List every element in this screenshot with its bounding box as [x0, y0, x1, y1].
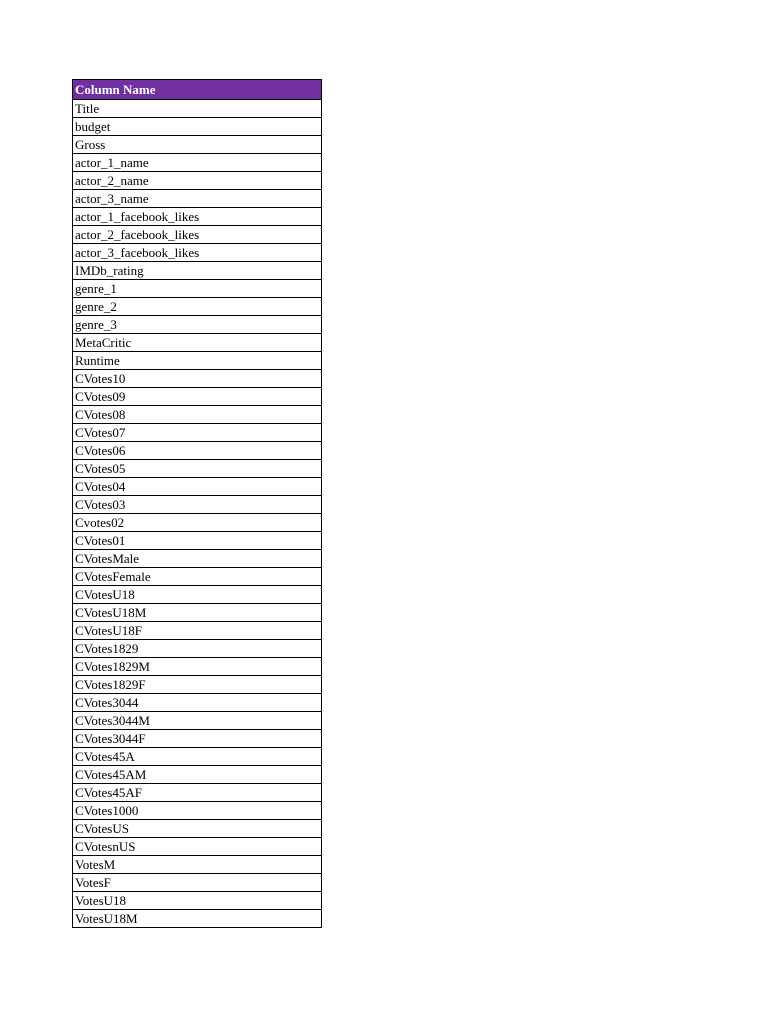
table-cell[interactable]: Gross	[73, 136, 322, 154]
table-row	[73, 388, 322, 406]
table-row	[73, 514, 322, 532]
table-cell[interactable]: CVotes10	[73, 370, 322, 388]
table-row	[73, 622, 322, 640]
table-row	[73, 730, 322, 748]
table-row	[73, 190, 322, 208]
table-cell[interactable]: CVotes08	[73, 406, 322, 424]
table-row	[73, 154, 322, 172]
table-cell[interactable]: CVotes07	[73, 424, 322, 442]
table-row	[73, 892, 322, 910]
table-cell[interactable]: CVotes45AM	[73, 766, 322, 784]
table-cell[interactable]: actor_2_name	[73, 172, 322, 190]
column-name-table	[72, 79, 322, 928]
table-cell[interactable]: CVotes45AF	[73, 784, 322, 802]
table-cell[interactable]: CVotes05	[73, 460, 322, 478]
table-row	[73, 316, 322, 334]
column-name-header: Column Name	[73, 80, 322, 100]
table-row	[73, 226, 322, 244]
table-cell[interactable]: actor_1_name	[73, 154, 322, 172]
table-header-row	[73, 80, 322, 100]
table-cell[interactable]: VotesF	[73, 874, 322, 892]
table-row	[73, 820, 322, 838]
table-cell[interactable]: CVotes1829F	[73, 676, 322, 694]
table-cell[interactable]: CVotes06	[73, 442, 322, 460]
table-cell[interactable]: budget	[73, 118, 322, 136]
table-cell[interactable]: CVotes3044M	[73, 712, 322, 730]
table-row	[73, 568, 322, 586]
table-row	[73, 334, 322, 352]
table-row	[73, 712, 322, 730]
table-row	[73, 532, 322, 550]
table-cell[interactable]: actor_3_facebook_likes	[73, 244, 322, 262]
table-row	[73, 874, 322, 892]
table-cell[interactable]: VotesU18M	[73, 910, 322, 928]
table-cell[interactable]: CVotesU18	[73, 586, 322, 604]
table-cell[interactable]: CVotes1829M	[73, 658, 322, 676]
table-cell[interactable]: actor_3_name	[73, 190, 322, 208]
table-row	[73, 262, 322, 280]
table-cell[interactable]: actor_2_facebook_likes	[73, 226, 322, 244]
table-row	[73, 208, 322, 226]
table-cell[interactable]: CVotesU18M	[73, 604, 322, 622]
table-row	[73, 676, 322, 694]
table-row	[73, 640, 322, 658]
table-row	[73, 604, 322, 622]
table-cell[interactable]: Cvotes02	[73, 514, 322, 532]
table-row	[73, 136, 322, 154]
table-cell[interactable]: Runtime	[73, 352, 322, 370]
table-row	[73, 586, 322, 604]
table-row	[73, 496, 322, 514]
table-cell[interactable]: CVotes1000	[73, 802, 322, 820]
table-cell[interactable]: CVotes3044	[73, 694, 322, 712]
table-row	[73, 244, 322, 262]
table-row	[73, 460, 322, 478]
table-row	[73, 802, 322, 820]
table-cell[interactable]: CVotesU18F	[73, 622, 322, 640]
table-row	[73, 910, 322, 928]
table-row	[73, 406, 322, 424]
table-row	[73, 100, 322, 118]
table-row	[73, 694, 322, 712]
table-cell[interactable]: CVotes01	[73, 532, 322, 550]
table-cell[interactable]: CVotes3044F	[73, 730, 322, 748]
table-cell[interactable]: CVotesFemale	[73, 568, 322, 586]
table-row	[73, 172, 322, 190]
table-row	[73, 370, 322, 388]
table-row	[73, 298, 322, 316]
table-row	[73, 352, 322, 370]
table-cell[interactable]: CVotes45A	[73, 748, 322, 766]
table-row	[73, 442, 322, 460]
table-cell[interactable]: CVotesUS	[73, 820, 322, 838]
table-cell[interactable]: VotesU18	[73, 892, 322, 910]
table-cell[interactable]: CVotes1829	[73, 640, 322, 658]
table-cell[interactable]: CVotes09	[73, 388, 322, 406]
table-cell[interactable]: VotesM	[73, 856, 322, 874]
table-cell[interactable]: genre_1	[73, 280, 322, 298]
table-row	[73, 118, 322, 136]
table-row	[73, 838, 322, 856]
table-row	[73, 280, 322, 298]
table-row	[73, 658, 322, 676]
table-cell[interactable]: IMDb_rating	[73, 262, 322, 280]
table-cell[interactable]: CVotes04	[73, 478, 322, 496]
table-row	[73, 424, 322, 442]
table-cell[interactable]: MetaCritic	[73, 334, 322, 352]
table-cell[interactable]: CVotesnUS	[73, 838, 322, 856]
table-cell[interactable]: CVotes03	[73, 496, 322, 514]
table-cell[interactable]: actor_1_facebook_likes	[73, 208, 322, 226]
table-row	[73, 550, 322, 568]
table-row	[73, 748, 322, 766]
table-row	[73, 766, 322, 784]
table-cell[interactable]: genre_3	[73, 316, 322, 334]
table-body	[73, 100, 322, 928]
table-row	[73, 478, 322, 496]
table-row	[73, 784, 322, 802]
table-cell[interactable]: CVotesMale	[73, 550, 322, 568]
table-cell[interactable]: Title	[73, 100, 322, 118]
table-row	[73, 856, 322, 874]
table-cell[interactable]: genre_2	[73, 298, 322, 316]
